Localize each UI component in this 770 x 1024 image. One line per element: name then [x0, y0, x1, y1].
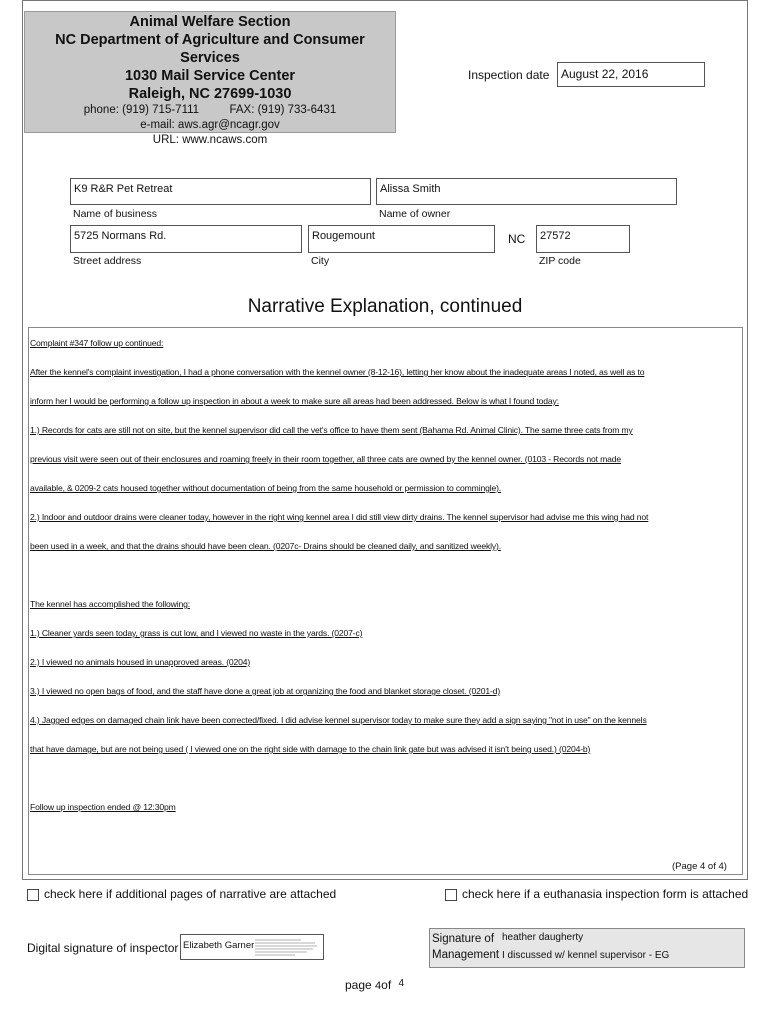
footer-page-word: page: [345, 978, 372, 992]
narrative-line: 4.) Jagged edges on damaged chain link have been corrected/fixed. I did advise kennel supervisor today to make sure they add a sign saying "not in use" on the kennels: [30, 715, 647, 725]
inspection-date-label: Inspection date: [468, 68, 550, 82]
header-line2: NC Department of Agriculture and Consumer Services: [55, 32, 365, 66]
narrative-line: previous visit were seen out of their enclosures and roaming freely in their room together, all three cats are owned by the kennel owner. (0103 - Records not made: [30, 454, 621, 464]
management-signature-box[interactable]: [429, 928, 745, 968]
city-label: City: [311, 255, 330, 267]
header-line3: 1030 Mail Service Center: [124, 68, 296, 84]
mgmt-signer-name: heather daugherty: [502, 932, 584, 943]
footer-of-word: of: [381, 978, 392, 992]
header-fax: FAX: (919) 733-6431: [229, 104, 337, 116]
inspection-date-field[interactable]: August 22, 2016: [557, 62, 705, 87]
narrative-line: 1.) Records for cats are still not on site, but the kennel supervisor did call the vet's office to have them sent (Bahama Rd. Animal Clinic). The same three cats from my: [30, 425, 633, 435]
page-note: (Page 4 of 4): [672, 861, 727, 872]
business-name-label: Name of business: [73, 208, 158, 220]
euthanasia-form-label: check here if a euthanasia inspection form is attached: [462, 887, 749, 901]
narrative-line: 1.) Cleaner yards seen today, grass is cut low, and I viewed no waste in the yards. (0207-c): [30, 628, 363, 638]
header-contact: [25, 103, 395, 118]
header-url: URL: www.ncaws.com: [152, 134, 268, 146]
narrative-line: Complaint #347 follow up continued:: [30, 338, 164, 348]
agency-header: [24, 11, 396, 146]
business-name-field[interactable]: K9 R&R Pet Retreat: [70, 178, 371, 205]
street-address-label: Street address: [73, 255, 142, 267]
inspector-signature-field[interactable]: [180, 934, 324, 960]
state-text: NC: [508, 232, 526, 246]
inspector-signature-label: Digital signature of inspector: [27, 941, 179, 955]
zip-label: ZIP code: [539, 255, 581, 267]
header-line1: Animal Welfare Section: [129, 14, 291, 30]
narrative-line: been used in a week, and that the drains should have been clean. (0207c- Drains should be cleaned daily, and sanitized weekly).: [30, 541, 501, 551]
narrative-title: Narrative Explanation, continued: [247, 296, 523, 317]
narrative-line: available, & 0209-2 cats housed together without documentation of being from the same household or permission to commingle).: [30, 483, 502, 493]
additional-pages-checkbox[interactable]: [27, 889, 39, 901]
owner-name-label: Name of owner: [379, 208, 451, 220]
mgmt-note: I discussed w/ kennel supervisor - EG: [502, 950, 670, 961]
header-email: e-mail: aws.agr@ncagr.gov: [140, 119, 280, 131]
footer-total: 4: [398, 978, 405, 989]
euthanasia-form-checkbox[interactable]: [445, 889, 457, 901]
narrative-line: inform her I would be performing a follow up inspection in about a week to make sure all areas had been addressed. Below is what I found today:: [30, 396, 559, 406]
narrative-line: The kennel has accomplished the following:: [30, 599, 190, 609]
mgmt-label-2: Management: [432, 949, 500, 961]
header-phone: phone: (919) 715-7111: [83, 104, 200, 116]
mgmt-label-1: Signature of: [432, 933, 495, 945]
narrative-line: After the kennel's complaint investigation, I had a phone conversation with the kennel owner (8-12-16), letting her know about the inadequate areas I noted, as well as to: [30, 367, 645, 377]
zip-field[interactable]: 27572: [536, 225, 630, 253]
street-address-field[interactable]: 5725 Normans Rd.: [70, 225, 302, 253]
header-line4: Raleigh, NC 27699-1030: [128, 86, 292, 102]
narrative-line: 2.) I viewed no animals housed in unapproved areas. (0204): [30, 657, 251, 667]
digital-signature-stamp: [255, 938, 321, 958]
narrative-line: that have damage, but are not being used ( I viewed one on the right side with damage to the chain link gate but was advised it isn't being used.) (0204-b): [30, 744, 591, 754]
page-footer: [345, 978, 404, 992]
additional-pages-label: check here if additional pages of narrative are attached: [44, 887, 337, 901]
narrative-line: 2.) Indoor and outdoor drains were cleaner today, however in the right wing kennel area I did still view dirty drains. The kennel supervisor had advise me this wing had not: [30, 512, 649, 522]
narrative-line: Follow up inspection ended @ 12:30pm: [30, 802, 176, 812]
owner-name-field[interactable]: Alissa Smith: [376, 178, 677, 205]
city-field[interactable]: Rougemount: [308, 225, 495, 253]
narrative-line: 3.) I viewed no open bags of food, and the staff have done a great job at organizing the food and blanket storage closet. (0201-d): [30, 686, 501, 696]
footer-page-num: 4: [375, 980, 382, 992]
inspector-signature-name: Elizabeth Garner: [183, 940, 255, 951]
